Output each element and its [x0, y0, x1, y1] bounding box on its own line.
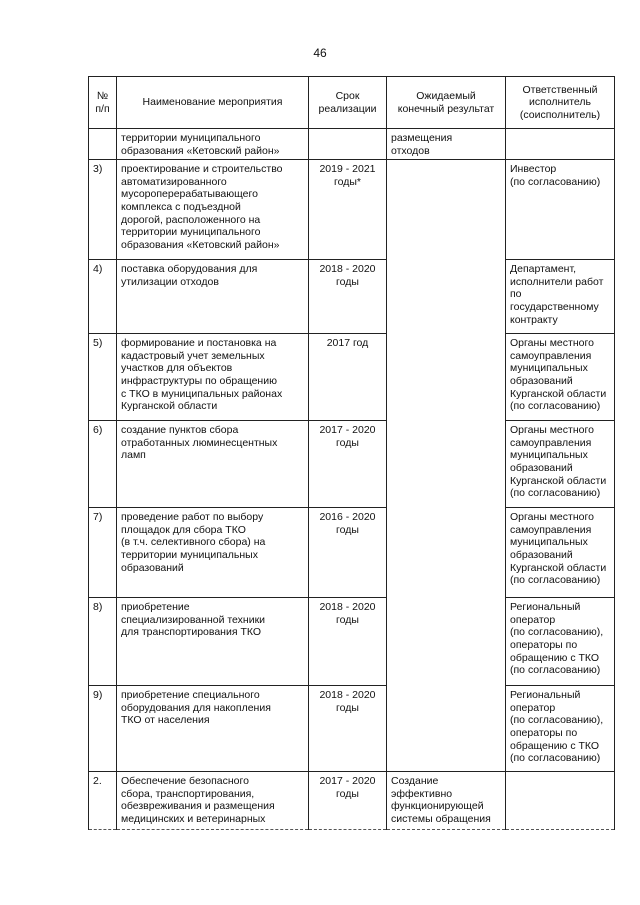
row-name: территории муниципального образования «Кетовский район»: [117, 129, 309, 160]
row-name: создание пунктов сбора отработанных люминесцентных ламп: [117, 421, 309, 508]
row-executor: Департамент, исполнители работ по государственному контракту: [506, 260, 615, 334]
row-term: 2016 - 2020 годы: [309, 508, 387, 598]
row-result: [387, 160, 506, 260]
header-result: Ожидаемый конечный результат: [387, 77, 506, 129]
row-term: [309, 129, 387, 160]
row-result: [387, 686, 506, 772]
row-num: 5): [89, 334, 117, 421]
row-executor: [506, 772, 615, 830]
row-num: 4): [89, 260, 117, 334]
row-executor: Органы местного самоуправления муниципальных образований Курганской области (по согласованию): [506, 334, 615, 421]
row-executor: Региональный оператор (по согласованию), операторы по обращению с ТКО (по согласованию): [506, 598, 615, 686]
table-header-row: [89, 77, 615, 129]
row-name: проектирование и строительство автоматизированного мусороперерабатывающего комплекса с подъездной дорогой, расположенного на территории муниципального образования «Кетовский район»: [117, 160, 309, 260]
table-row: [89, 334, 615, 421]
header-num: № п/п: [89, 77, 117, 129]
row-executor: Инвестор (по согласованию): [506, 160, 615, 260]
row-num: 7): [89, 508, 117, 598]
header-executor: Ответственный исполнитель (соисполнитель): [506, 77, 615, 129]
row-result: [387, 421, 506, 508]
table-row: [89, 598, 615, 686]
row-term: 2018 - 2020 годы: [309, 598, 387, 686]
row-term: 2018 - 2020 годы: [309, 686, 387, 772]
table-row: [89, 260, 615, 334]
row-name: поставка оборудования для утилизации отходов: [117, 260, 309, 334]
row-num: 8): [89, 598, 117, 686]
page-number: 46: [313, 46, 327, 60]
table-row: [89, 508, 615, 598]
row-result: [387, 508, 506, 598]
row-term: 2017 - 2020 годы: [309, 421, 387, 508]
row-result: размещения отходов: [387, 129, 506, 160]
row-result: [387, 334, 506, 421]
row-num: 2.: [89, 772, 117, 830]
row-name: Обеспечение безопасного сбора, транспортирования, обезвреживания и размещения медицинских и ветеринарных: [117, 772, 309, 830]
row-executor: [506, 129, 615, 160]
row-num: 6): [89, 421, 117, 508]
row-executor: Органы местного самоуправления муниципальных образований Курганской области (по согласованию): [506, 421, 615, 508]
table-row: [89, 160, 615, 260]
row-term: 2018 - 2020 годы: [309, 260, 387, 334]
row-num: 3): [89, 160, 117, 260]
row-name: приобретение специального оборудования для накопления ТКО от населения: [117, 686, 309, 772]
row-name: проведение работ по выбору площадок для сбора ТКО (в т.ч. селективного сбора) на территории муниципальных образований: [117, 508, 309, 598]
row-name: приобретение специализированной техники для транспортирования ТКО: [117, 598, 309, 686]
table-row: [89, 129, 615, 160]
row-executor: Органы местного самоуправления муниципальных образований Курганской области (по согласованию): [506, 508, 615, 598]
row-num: [89, 129, 117, 160]
row-num: 9): [89, 686, 117, 772]
row-result: Создание эффективно функционирующей системы обращения: [387, 772, 506, 830]
table-row: [89, 421, 615, 508]
row-term: 2017 год: [309, 334, 387, 421]
row-term: 2017 - 2020 годы: [309, 772, 387, 830]
table-row: [89, 772, 615, 830]
row-result: [387, 598, 506, 686]
row-term: 2019 - 2021 годы*: [309, 160, 387, 260]
measures-table: [88, 76, 615, 830]
row-executor: Региональный оператор (по согласованию), операторы по обращению с ТКО (по согласованию): [506, 686, 615, 772]
row-name: формирование и постановка на кадастровый учет земельных участков для объектов инфраструктуры по обращению с ТКО в муниципальных районах Курганской области: [117, 334, 309, 421]
table-row: [89, 686, 615, 772]
header-term: Срок реализации: [309, 77, 387, 129]
row-result: [387, 260, 506, 334]
header-name: Наименование мероприятия: [117, 77, 309, 129]
